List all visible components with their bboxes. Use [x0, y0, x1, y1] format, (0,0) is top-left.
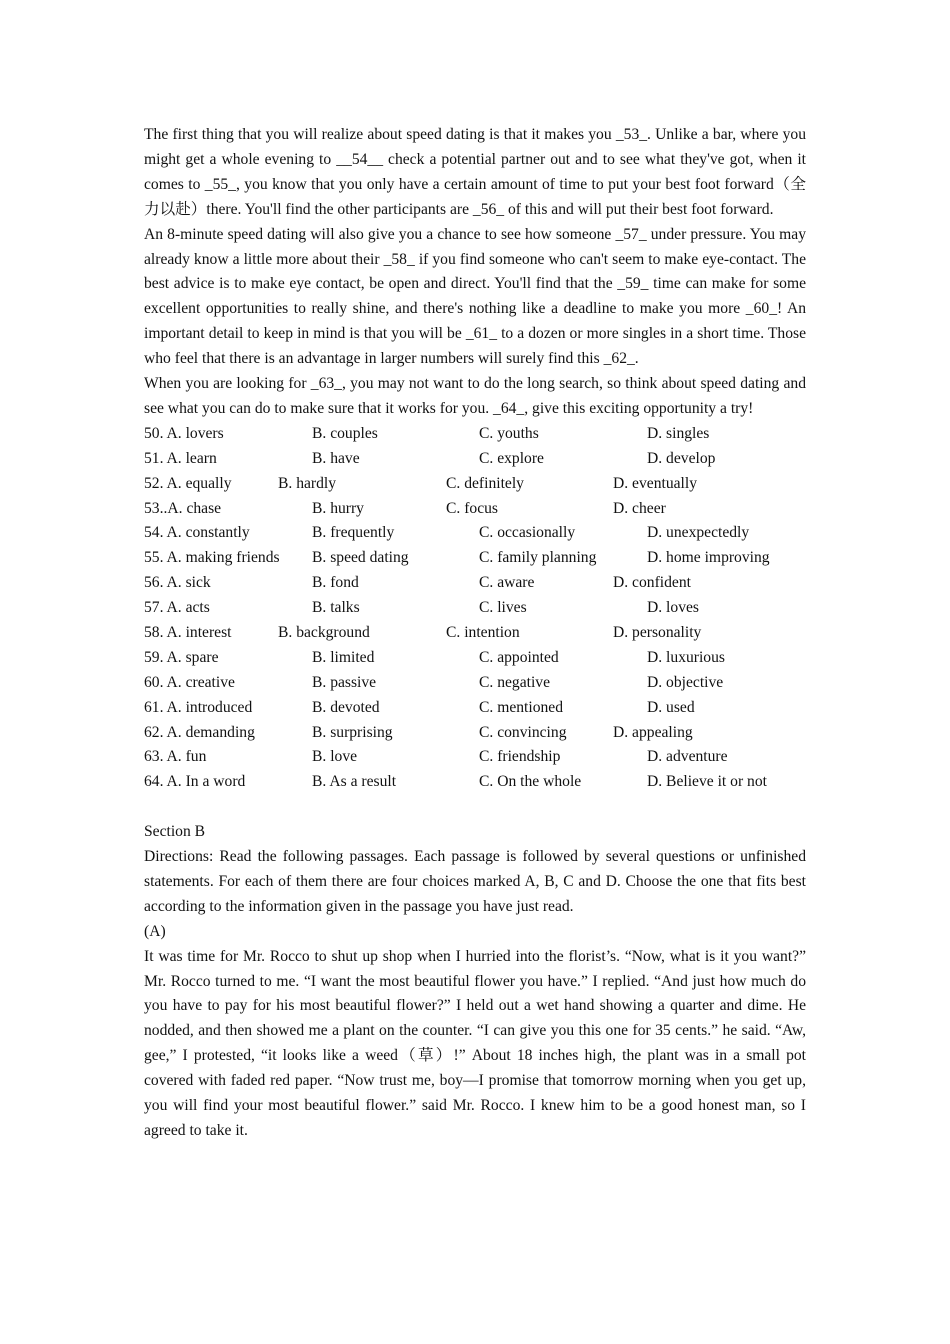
option-row [144, 696, 806, 721]
option-row [144, 571, 806, 596]
option-d: D. personality [613, 624, 702, 641]
passage-text: It was time for Mr. Rocco to shut up shop when I hurried into the florist’s. “Now, what is it you want?” Mr. Rocco turned to me. “I want the most beautiful flower you have.” I replied. “And just how much do you have to pay for his most beautiful flower?” I held out a wet hand showing a quarter and dime. He nodded, and then showed me a plant on the counter. “I can give you this one for 35 cents.” he said. “Aw, gee,” I protested, “it looks like a weed（草）!” About 18 inches high, the plant was in a small pot covered with faded red paper. “Now trust me, boy—I promise that tomorrow morning when you get up, you will find your most beautiful flower.” said Mr. Rocco. I knew him to be a good honest man, so I agreed to take it. [144, 947, 806, 1139]
passage-label: (A) [144, 922, 166, 940]
option-a: 57. A. acts [144, 599, 210, 617]
option-d: D. develop [647, 449, 716, 467]
option-d: D. used [647, 698, 695, 716]
option-a: 63. A. fun [144, 748, 207, 766]
option-b: B. passive [312, 673, 377, 691]
option-row [144, 721, 806, 746]
option-a: 58. A. interest [144, 624, 232, 641]
option-b: B. limited [312, 648, 375, 666]
option-a: 60. A. creative [144, 673, 235, 691]
option-b: B. devoted [312, 698, 380, 716]
option-c: C. definitely [446, 474, 524, 492]
option-c: C. lives [479, 599, 527, 617]
option-b: B. hardly [278, 474, 337, 492]
option-row [144, 447, 806, 472]
cloze-paragraph-2: An 8-minute speed dating will also give you a chance to see how someone _57_ under pressure. You may already know a little more about their _58_ if you find someone who can't seem to make eye-contact. The best advice is to make eye contact, be open and direct. You'll find that the _59_ time can make for some excellent opportunities to really shine, and there's nothing like a deadline to make you more _60_! An important detail to keep in mind is that you will be _61_ to a dozen or more singles in a short time. Those who feel that there is an advantage in larger numbers will surely find this _62_. [144, 225, 806, 368]
option-row [144, 497, 806, 522]
directions-text: Directions: Read the following passages. Each passage is followed by several questions or unfinished statements. For each of them there are four choices marked A, B, C and D. Choose the one that fits best according to the information given in the passage you have just read. [144, 848, 806, 915]
option-b: B. hurry [312, 499, 364, 517]
option-d: D. eventually [613, 474, 698, 492]
spacer [144, 795, 806, 820]
cloze-paragraph-1: The first thing that you will realize about speed dating is that it makes you _53_. Unlike a bar, where you might get a whole evening to __54__ check a potential partner out and to see what they've got, when it comes to _55_, you know that you only have a certain amount of time to put your best foot forward（全力以赴）there. You'll find the other participants are _56_ of this and will put their best foot forward. [144, 126, 806, 218]
option-a: 56. A. sick [144, 574, 211, 592]
option-d: D. adventure [647, 748, 728, 766]
option-b: B. have [312, 449, 360, 467]
option-d: D. appealing [613, 723, 693, 741]
section-heading: Section B [144, 823, 206, 841]
option-a: 51. A. learn [144, 449, 217, 467]
option-d: D. confident [613, 574, 691, 592]
option-d: D. luxurious [647, 648, 725, 666]
option-c: C. focus [446, 499, 498, 517]
option-b: B. speed dating [312, 549, 409, 567]
option-a: 59. A. spare [144, 648, 219, 666]
option-d: D. cheer [613, 499, 666, 517]
option-c: C. youths [479, 424, 539, 442]
option-d: D. unexpectedly [647, 524, 750, 542]
option-c: C. appointed [479, 648, 559, 666]
option-row [144, 472, 806, 497]
option-a: 64. A. In a word [144, 773, 246, 791]
option-b: B. love [312, 748, 358, 766]
option-b: B. fond [312, 574, 359, 592]
option-d: D. objective [647, 673, 724, 691]
option-d: D. home improving [647, 549, 770, 567]
option-c: C. intention [446, 624, 520, 641]
option-c: C. mentioned [479, 698, 564, 716]
option-b: B. couples [312, 424, 378, 442]
option-row [144, 422, 806, 447]
option-c: C. negative [479, 673, 551, 691]
option-row [144, 546, 806, 571]
cloze-paragraph-3: When you are looking for _63_, you may not want to do the long search, so think about speed dating and see what you can do to make sure that it works for you. _64_, give this exciting opportunity a try! [144, 375, 806, 417]
option-b: B. talks [312, 599, 360, 617]
option-c: C. family planning [479, 549, 597, 567]
option-row [144, 745, 806, 770]
option-a: 61. A. introduced [144, 698, 253, 716]
option-b: B. background [278, 624, 370, 641]
option-c: C. occasionally [479, 524, 576, 542]
option-c: C. aware [479, 574, 535, 592]
option-d: D. loves [647, 599, 699, 617]
document-page [144, 123, 806, 1144]
option-b: B. frequently [312, 524, 395, 542]
option-d: D. Believe it or not [647, 773, 767, 791]
option-row [144, 621, 806, 646]
option-a: 52. A. equally [144, 474, 232, 492]
option-a: 54. A. constantly [144, 524, 250, 542]
option-row [144, 671, 806, 696]
option-row [144, 646, 806, 671]
option-c: C. convincing [479, 723, 567, 741]
option-a: 62. A. demanding [144, 723, 255, 741]
option-c: C. explore [479, 449, 544, 467]
option-c: C. On the whole [479, 773, 582, 791]
answer-options [144, 422, 806, 795]
option-row [144, 596, 806, 621]
option-row [144, 521, 806, 546]
option-b: B. As a result [312, 773, 397, 791]
option-c: C. friendship [479, 748, 561, 766]
option-a: 50. A. lovers [144, 424, 224, 442]
option-d: D. singles [647, 424, 710, 442]
option-row [144, 770, 806, 795]
option-a: 55. A. making friends [144, 549, 280, 567]
option-a: 53..A. chase [144, 499, 222, 517]
option-b: B. surprising [312, 723, 393, 741]
